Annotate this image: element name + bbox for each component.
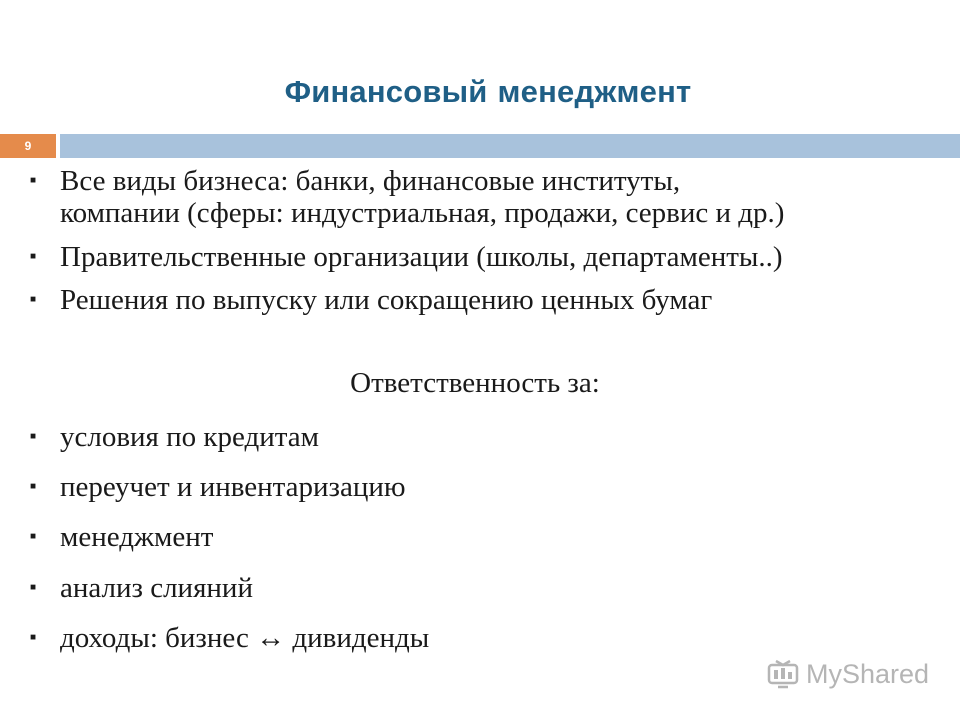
responsibility-item-1-text: условия по кредитам xyxy=(60,421,320,453)
responsibility-item-4 xyxy=(30,572,253,604)
responsibility-item-5 xyxy=(30,622,429,654)
responsibility-item-1 xyxy=(30,421,319,453)
bullet-item-1-line-1: Все виды бизнеса: банки, финансовые институты, xyxy=(60,165,681,197)
myshared-logo-icon xyxy=(766,657,800,691)
myshared-watermark-text: MyShared xyxy=(806,658,930,689)
bullet-square-icon: ■ xyxy=(30,175,37,186)
bullet-item-3 xyxy=(30,284,712,316)
responsibility-item-5-text: доходы: бизнес ↔ дивиденды xyxy=(60,622,430,654)
bullet-item-3-text: Решения по выпуску или сокращению ценных бумаг xyxy=(60,284,713,316)
slide-title-part-2: менеджмент xyxy=(497,74,692,109)
responsibility-item-3-text: менеджмент xyxy=(60,521,214,553)
slide-title xyxy=(0,74,960,110)
slide-title-part-1: Финансовый xyxy=(284,74,488,109)
slide-number: 9 xyxy=(0,134,56,158)
bullet-item-1-line-2: компании (сферы: индустриальная, продажи, сервис и др.) xyxy=(60,197,785,229)
bullet-square-icon: ■ xyxy=(30,531,37,542)
responsibility-heading: Ответственность за: xyxy=(350,367,600,399)
responsibility-item-3 xyxy=(30,521,213,553)
myshared-watermark xyxy=(766,656,929,692)
responsibility-item-2 xyxy=(30,471,406,503)
responsibility-item-4-text: анализ слияний xyxy=(60,572,253,604)
bullet-item-1 xyxy=(30,165,784,229)
bullet-square-icon: ■ xyxy=(30,251,37,262)
bullet-square-icon: ■ xyxy=(30,582,37,593)
bullet-square-icon: ■ xyxy=(30,481,37,492)
bullet-item-2 xyxy=(30,241,783,273)
responsibility-item-2-text: переучет и инвентаризацию xyxy=(60,471,406,503)
bullet-square-icon: ■ xyxy=(30,431,37,442)
header-accent-bar xyxy=(60,134,960,158)
bullet-square-icon: ■ xyxy=(30,632,37,643)
bullet-square-icon: ■ xyxy=(30,294,37,305)
bullet-item-2-text: Правительственные организации (школы, департаменты..) xyxy=(60,241,783,273)
